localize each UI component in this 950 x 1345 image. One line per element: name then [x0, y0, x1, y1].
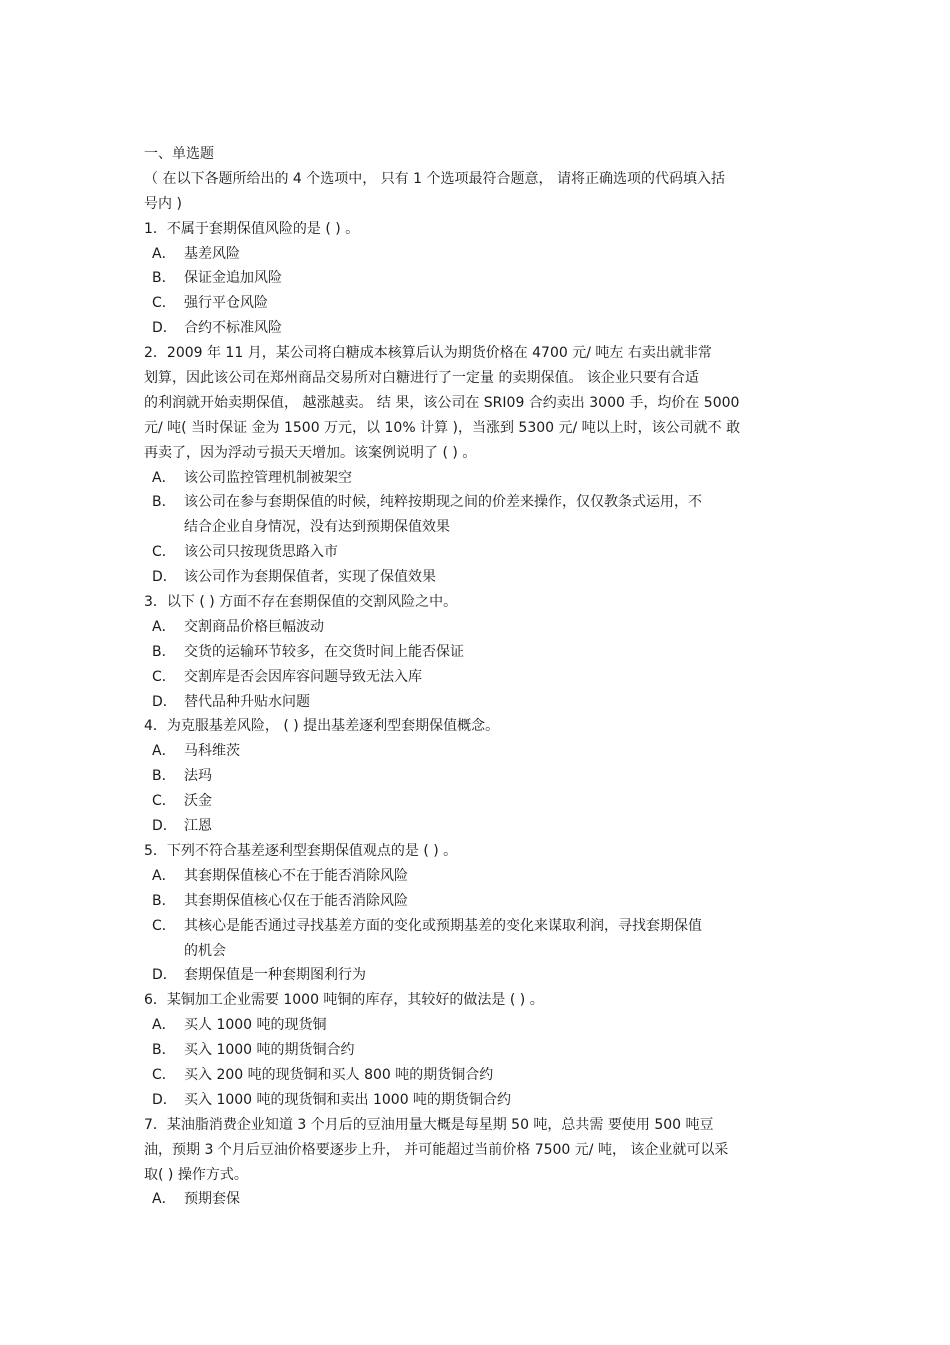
- option-c: [144, 665, 814, 690]
- option-c-continued: 的机会: [184, 942, 226, 959]
- option-text: 该公司作为套期保值者，实现了保值效果: [184, 569, 436, 586]
- option-b: [144, 889, 814, 914]
- option-b: [144, 764, 814, 789]
- question-stem: 油，预期 3 个月后豆油价格要逐步上升， 并可能超过当前价格 7500 元/ 吨， 该企业就可以采: [144, 1141, 729, 1158]
- option-text: 预期套保: [184, 1191, 240, 1208]
- option-b: [144, 1038, 814, 1063]
- question-stem: 6．某铜加工企业需要 1000 吨铜的库存，其较好的做法是 ( ) 。: [144, 992, 544, 1009]
- option-text: 合约不标准风险: [184, 320, 282, 337]
- option-text: 其套期保值核心仅在于能否消除风险: [184, 892, 408, 909]
- question-stem: 元/ 吨( 当时保证 金为 1500 万元，以 10% 计算 )，当涨到 5300 元/ 吨以上时，该公司就不 敢: [144, 419, 741, 436]
- option-text: 基差风险: [184, 245, 240, 262]
- option-a: [144, 242, 814, 267]
- option-letter: A．: [152, 618, 176, 635]
- option-letter: B．: [152, 768, 176, 785]
- instructions-line-1: （ 在以下各题所给出的 4 个选项中， 只有 1 个选项最符合题意， 请将正确选项的代码填入括: [144, 170, 725, 187]
- option-text: 保证金追加风险: [184, 270, 282, 287]
- option-text: 马科维茨: [184, 743, 240, 760]
- option-text: 法玛: [184, 768, 212, 785]
- option-letter: B．: [152, 494, 176, 511]
- option-text: 该公司在参与套期保值的时候，纯粹按期现之间的价差来操作，仅仅教条式运用，不: [184, 494, 702, 511]
- option-d: [144, 690, 814, 715]
- option-letter: D．: [152, 818, 177, 835]
- question-stem: 再卖了，因为浮动亏损天天增加。该案例说明了 ( ) 。: [144, 444, 477, 461]
- option-c: [144, 789, 814, 814]
- question-7: [144, 1113, 814, 1213]
- option-d: [144, 565, 814, 590]
- option-text: 交割库是否会因库容问题导致无法入库: [184, 668, 422, 685]
- question-4: [144, 714, 814, 838]
- option-text: 买入 1000 吨的现货铜和卖出 1000 吨的期货铜合约: [184, 1091, 512, 1108]
- option-letter: B．: [152, 892, 176, 909]
- option-letter: A．: [152, 1191, 176, 1208]
- option-text: 江恩: [184, 818, 212, 835]
- option-text: 其套期保值核心不在于能否消除风险: [184, 867, 408, 884]
- document-page: [144, 142, 814, 1212]
- option-letter: B．: [152, 270, 176, 287]
- question-5: [144, 839, 814, 988]
- question-stem: 1．不属于套期保值风险的是 ( ) 。: [144, 220, 360, 237]
- option-d: [144, 963, 814, 988]
- question-stem: 2．2009 年 11 月，某公司将白糖成本核算后认为期货价格在 4700 元/ 吨左 右卖出就非常: [144, 345, 712, 362]
- option-a: [144, 739, 814, 764]
- option-letter: B．: [152, 1042, 176, 1059]
- option-text: 其核心是能否通过寻找基差方面的变化或预期基差的变化来谋取利润，寻找套期保值: [184, 917, 702, 934]
- option-d: [144, 1088, 814, 1113]
- question-1: [144, 217, 814, 341]
- question-stem: 4．为克服基差风险， ( ) 提出基差逐利型套期保值概念。: [144, 718, 500, 735]
- option-b: [144, 266, 814, 291]
- option-letter: A．: [152, 469, 176, 486]
- option-letter: C．: [152, 668, 176, 685]
- question-3: [144, 590, 814, 714]
- option-text: 交货的运输环节较多，在交货时间上能否保证: [184, 643, 464, 660]
- option-text: 该公司只按现货思路入市: [184, 544, 338, 561]
- question-2: [144, 341, 814, 590]
- question-stem: 7．某油脂消费企业知道 3 个月后的豆油用量大概是每星期 50 吨，总共需 要使用 500 吨豆: [144, 1116, 714, 1133]
- option-letter: D．: [152, 569, 177, 586]
- option-letter: C．: [152, 793, 176, 810]
- option-letter: C．: [152, 295, 176, 312]
- option-text: 沃金: [184, 793, 212, 810]
- section-title: 一、单选题: [144, 146, 214, 162]
- option-letter: A．: [152, 743, 176, 760]
- option-a: [144, 864, 814, 889]
- option-a: [144, 1013, 814, 1038]
- option-a: [144, 1187, 814, 1212]
- option-text: 强行平仓风险: [184, 295, 268, 312]
- option-letter: A．: [152, 245, 176, 262]
- option-text: 买入 1000 吨的期货铜合约: [184, 1042, 355, 1059]
- option-letter: D．: [152, 320, 177, 337]
- question-stem: 3．以下 ( ) 方面不存在套期保值的交割风险之中。: [144, 594, 458, 611]
- option-b: [144, 640, 814, 665]
- option-letter: A．: [152, 1017, 176, 1034]
- option-text: 买人 1000 吨的现货铜: [184, 1017, 327, 1034]
- question-stem: 5．下列不符合基差逐利型套期保值观点的是 ( ) 。: [144, 842, 458, 859]
- option-a: [144, 615, 814, 640]
- option-c: [144, 291, 814, 316]
- option-letter: D．: [152, 967, 177, 984]
- option-text: 该公司监控管理机制被架空: [184, 469, 352, 486]
- option-letter: C．: [152, 917, 176, 934]
- option-text: 套期保值是一种套期图利行为: [184, 967, 366, 984]
- option-letter: D．: [152, 693, 177, 710]
- option-d: [144, 814, 814, 839]
- option-a: [144, 466, 814, 491]
- option-b: [144, 490, 814, 515]
- option-d: [144, 316, 814, 341]
- option-letter: A．: [152, 867, 176, 884]
- option-letter: C．: [152, 544, 176, 561]
- option-text: 替代品种升贴水问题: [184, 693, 310, 710]
- option-letter: C．: [152, 1066, 176, 1083]
- option-text: 买入 200 吨的现货铜和买人 800 吨的期货铜合约: [184, 1066, 494, 1083]
- question-stem: 的利润就开始卖期保值， 越涨越卖。 结 果，该公司在 SRI09 合约卖出 3000 手，均价在 5000: [144, 394, 740, 411]
- instructions-line-2: 号内 ): [144, 195, 182, 212]
- option-b-continued: 结合企业自身情况，没有达到预期保值效果: [184, 519, 450, 536]
- option-c: [144, 1063, 814, 1088]
- question-6: [144, 988, 814, 1112]
- question-stem: 划算，因此该公司在郑州商品交易所对白糖进行了一定量 的卖期保值。 该企业只要有合适: [144, 370, 699, 387]
- option-text: 交割商品价格巨幅波动: [184, 618, 324, 635]
- option-c: [144, 914, 814, 939]
- option-c: [144, 540, 814, 565]
- question-stem: 取( ) 操作方式。: [144, 1166, 248, 1183]
- option-letter: B．: [152, 643, 176, 660]
- option-letter: D．: [152, 1091, 177, 1108]
